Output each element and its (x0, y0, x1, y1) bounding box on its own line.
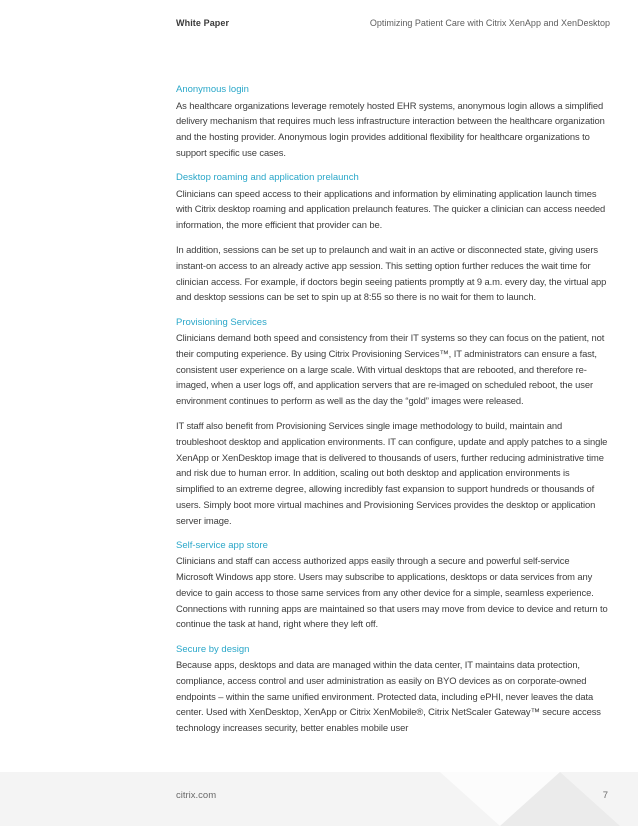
section-heading: Anonymous login (176, 84, 249, 95)
paragraph: Clinicians can speed access to their applications and information by eliminating application launch times with Citrix desktop roaming and application prelaunch features. The quicker a clinician can access needed information, the more efficient that provider can be. (176, 187, 606, 231)
footer-decoration (0, 772, 638, 826)
header-doc-type: White Paper (176, 18, 230, 28)
section-anonymous-login (176, 82, 608, 161)
section-secure-by-design (176, 642, 608, 736)
section-self-service-app-store (176, 538, 608, 632)
section-heading: Desktop roaming and application prelaunch (176, 172, 359, 184)
page-number: 7 (602, 790, 608, 801)
paragraph: Clinicians demand both speed and consistency from their IT systems so they can focus on the patient, not their computing experience. By using Citrix Provisioning Services™, IT administrators can ensure a fast, consistent user experience on a large scale. With virtual desktops that are rebooted, and therefore re-imaged, when a user logs off, and application servers that are re-imaged on scheduled reboot, the user environment continues to perform as well as the day the “gold” images were released. (176, 332, 605, 407)
paragraph: Clinicians and staff can access authorized apps easily through a secure and powerful self-service Microsoft Windows app store. Users may subscribe to applications, desktops or data services from any device to gain access to those same services from any other device for a simple, seamless experience. Connections with running apps are maintained so that users may move from device to device and return to continue the task at hand, right where they left off. (176, 555, 608, 630)
document-body (176, 82, 608, 745)
paragraph: In addition, sessions can be set up to prelaunch and wait in an active or disconnected state, giving users instant-on access to an already active app session. This setting option further reduces the wait time for clinician access. For example, if doctors begin seeing patients promptly at 9 a.m. every day, the virtual app and desktop sessions can be set to spin up at 8:55 so there is no wait for them to launch. (176, 244, 607, 303)
section-provisioning-services (176, 315, 608, 529)
paragraph: IT staff also benefit from Provisioning Services single image methodology to build, maintain and troubleshoot desktop and application environments. IT can configure, update and apply patches to a single XenApp or XenDesktop image that is delivered to thousands of users, further reducing administrative time and risk due to human error. In addition, scaling out both desktop and application environments is simplified to an extreme degree, allowing incredibly fast expansion to support hundreds or thousands of users. Simply boot more virtual machines and Provisioning Services provides the desktop or application server image. (176, 420, 608, 526)
paragraph: As healthcare organizations leverage remotely hosted EHR systems, anonymous login allows a simplified delivery mechanism that requires much less infrastructure interaction between the healthcare organization and the hosting provider. Anonymous login provides additional flexibility for healthcare organizations to support specific use cases. (176, 99, 605, 158)
section-heading: Secure by design (176, 643, 250, 655)
header-doc-title: Optimizing Patient Care with Citrix XenApp and XenDesktop (369, 18, 610, 28)
footer-url: citrix.com (176, 790, 217, 801)
page-header (176, 18, 610, 34)
section-desktop-roaming (176, 170, 608, 305)
section-heading: Provisioning Services (176, 316, 267, 328)
paragraph: Because apps, desktops and data are managed within the data center, IT maintains data protection, compliance, access control and user administration as easily on BYO devices as on corporate-owned endpoints – within the same unified environment. Protected data, including ePHI, never leaves the data center. Used with XenDesktop, XenApp or Citrix XenMobile®, Citrix NetScaler Gateway™ secure access technology increases security, better enables mobile user (176, 659, 601, 734)
section-heading: Self-service app store (176, 539, 268, 551)
page-footer (0, 772, 638, 826)
